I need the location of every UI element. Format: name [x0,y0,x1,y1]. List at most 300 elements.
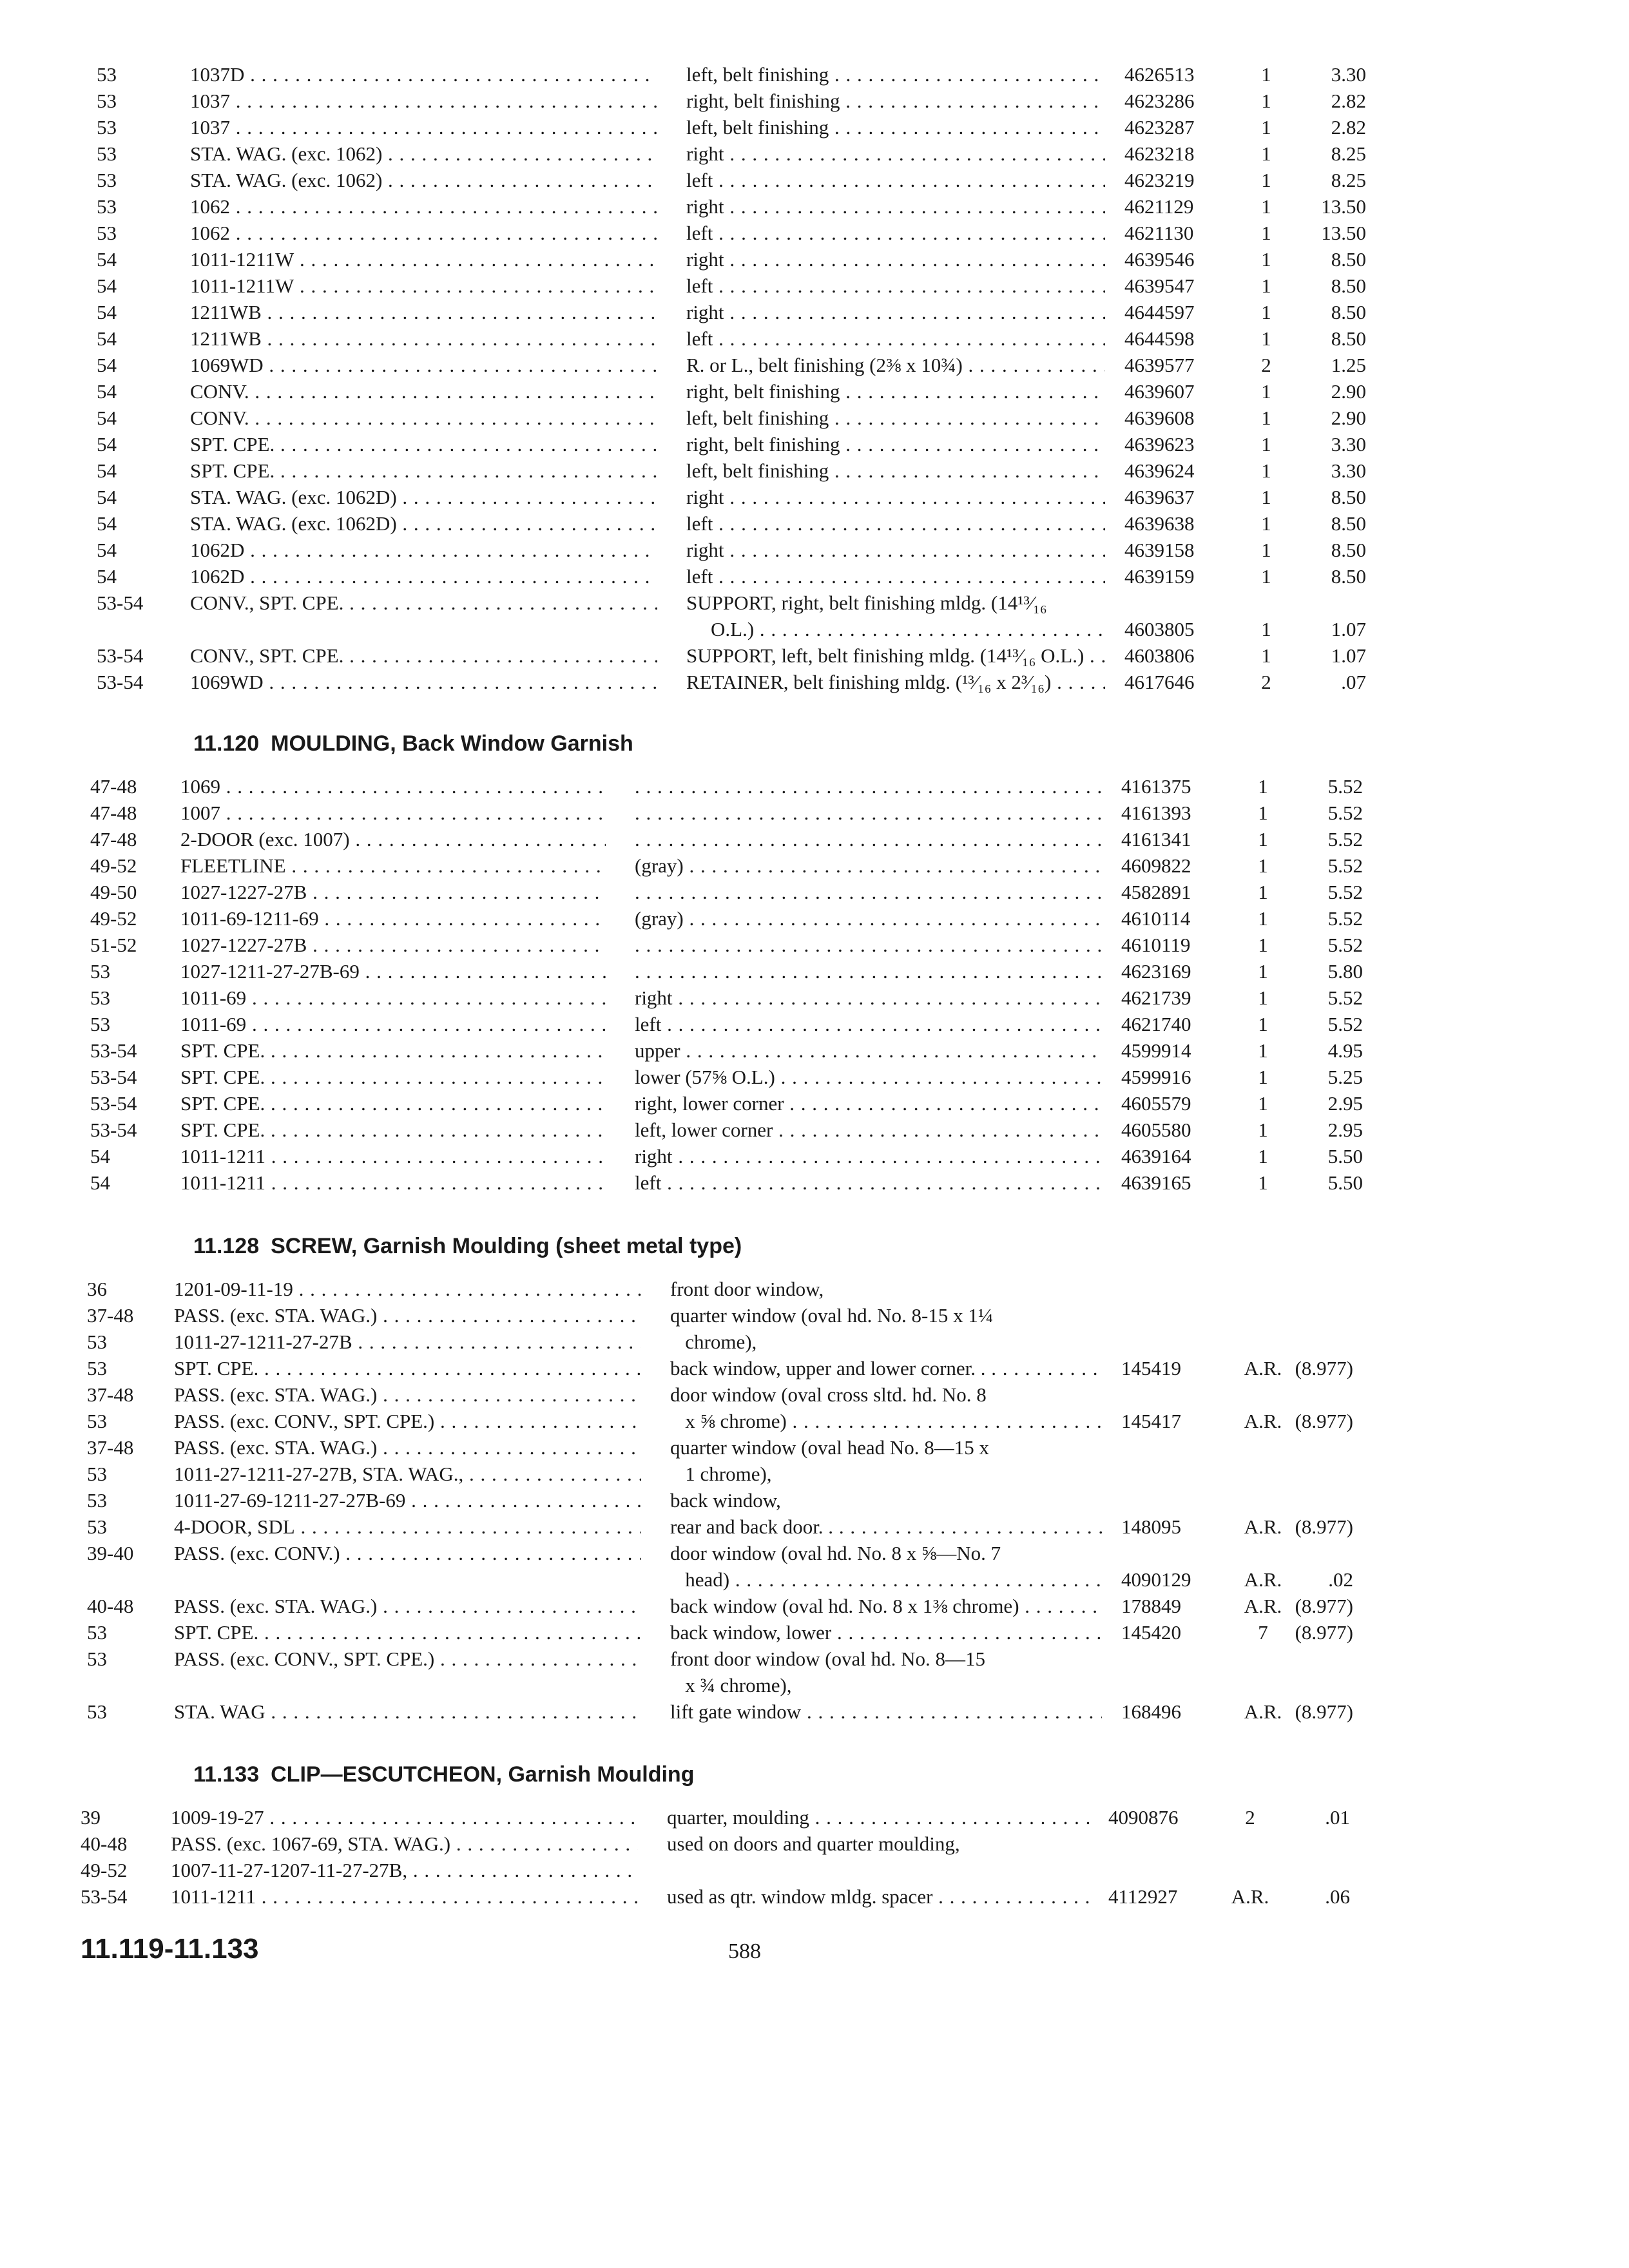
model-text: STA. WAG. (exc. 1062) [190,142,383,165]
price: 2.90 [1331,380,1366,403]
table-row [0,378,1629,405]
description-text: right [686,486,724,508]
table-row [0,537,1629,563]
table-row [0,879,1629,905]
model-year: 40-48 [81,1832,128,1855]
model-year: 53 [87,1410,107,1432]
model-text: 1011-27-1211-27-27B, STA. WAG., [174,1463,464,1485]
part-number: 4161393 [1121,802,1191,824]
model-code [190,669,657,695]
model-year: 39-40 [87,1542,134,1564]
model-year: 54 [97,354,117,376]
model-text: 1211WB [190,327,262,350]
model-code [174,1540,641,1566]
part-number: 4599916 [1121,1066,1191,1088]
model-year: 54 [90,1171,110,1194]
model-code [190,457,657,484]
description-text: rear and back door. . [670,1515,834,1538]
model-year: 54 [97,327,117,350]
table-row [0,563,1629,590]
description-text: back window, upper and lower corner. . [670,1357,986,1379]
part-number: 4610119 [1121,934,1191,956]
model-year: 40-48 [87,1595,134,1617]
table-row [0,1090,1629,1117]
model-text: PASS. (exc. CONV.) [174,1542,340,1564]
model-text: 1211WB [190,301,262,323]
part-description [635,932,1102,958]
part-description [686,114,1105,140]
model-year: 53-54 [97,591,144,614]
page-number: 588 [728,1939,761,1963]
part-description [635,1090,1102,1117]
table-row [0,1037,1629,1064]
table-row [0,1064,1629,1090]
part-number: 4623169 [1121,960,1191,983]
model-code [174,1487,641,1514]
part-number: 4639623 [1124,433,1195,456]
model-text: STA. WAG [174,1700,265,1723]
part-description [635,958,1102,985]
price: 3.30 [1331,63,1366,86]
section-number: 11.120 [193,731,260,756]
model-code [190,325,657,352]
table-row [0,405,1629,431]
price: 3.30 [1331,433,1366,456]
model-year: 53-54 [97,671,144,693]
section-range: 11.119-11.133 [81,1933,259,1965]
price: 2.90 [1331,407,1366,429]
part-description [635,879,1102,905]
description-text: right, belt finishing [686,433,840,456]
model-text: CONV. [190,407,249,429]
model-code [190,61,657,88]
part-description [686,246,1105,273]
model-text: STA. WAG. (exc. 1062D) [190,486,397,508]
model-year: 54 [97,565,117,588]
description-text: right [686,248,724,271]
quantity: A.R. [1244,1410,1282,1432]
part-description [670,1698,1102,1725]
model-year: 37-48 [87,1436,134,1459]
model-text: 2-DOOR (exc. 1007) [180,828,350,850]
part-number: 4639164 [1121,1145,1191,1168]
model-text: PASS. (exc. STA. WAG.) [174,1595,378,1617]
price: 13.50 [1321,195,1366,218]
table-row [0,114,1629,140]
part-number: 4603805 [1124,618,1195,640]
description-text: door window (oval cross sltd. hd. No. 8 [670,1383,987,1406]
model-text: 1069WD [190,354,264,376]
model-year: 53-54 [97,644,144,667]
section-heading [193,731,633,756]
description-text: left, lower corner [635,1119,773,1141]
model-code [174,1408,641,1434]
price: 5.52 [1327,802,1363,824]
part-description [670,1434,1102,1461]
price: (8.977) [1295,1357,1353,1379]
model-text: 1069WD [190,671,264,693]
part-number: 4639159 [1124,565,1195,588]
model-year: 54 [97,380,117,403]
model-text: 1011-1211W [190,248,294,271]
description-text: SUPPORT, left, belt finishing mldg. (14¹³⁄₁₆ O.L.) [686,644,1084,667]
quantity: A.R. [1231,1885,1269,1908]
model-year: 53-54 [90,1119,137,1141]
model-code [190,484,657,510]
price: .02 [1328,1568,1353,1591]
model-code [190,510,657,537]
price: 8.50 [1331,565,1366,588]
price: 8.50 [1331,539,1366,561]
model-text: 1011-1211 [171,1885,256,1908]
part-number: 4626513 [1124,63,1195,86]
description-text: left [686,327,713,350]
price: .06 [1325,1885,1350,1908]
table-row [0,800,1629,826]
price: 1.07 [1331,618,1366,640]
part-number: 145420 [1121,1621,1181,1644]
description-text: SUPPORT, right, belt finishing mldg. (14¹³⁄₁₆ [686,591,1047,614]
quantity: 1 [1258,1013,1268,1035]
model-text: SPT. CPE. [174,1357,259,1379]
model-text: 1027-1227-27B [180,881,307,903]
description-text: 1 chrome), [670,1463,772,1485]
table-row [0,932,1629,958]
model-text: STA. WAG. (exc. 1062) [190,169,383,191]
table-row [0,273,1629,299]
description-text: quarter, moulding [667,1806,809,1829]
model-year: 47-48 [90,775,137,798]
quantity: A.R. [1244,1357,1282,1379]
model-text: 1011-69-1211-69 [180,907,319,930]
quantity: 1 [1258,934,1268,956]
table-row [0,1672,1629,1698]
table-row [0,1408,1629,1434]
quantity: 1 [1261,301,1271,323]
part-number: 4090129 [1121,1568,1191,1591]
table-row [0,1831,1629,1857]
description-text: left [686,169,713,191]
model-code [190,642,657,669]
price: 5.50 [1327,1171,1363,1194]
part-description [686,563,1105,590]
model-year: 53 [97,116,117,139]
model-text: 1037 [190,90,230,112]
quantity: 1 [1261,63,1271,86]
description-text: (gray) [635,854,684,877]
quantity: 2 [1261,354,1271,376]
price: 5.52 [1327,828,1363,850]
quantity: 1 [1258,881,1268,903]
model-code [171,1831,638,1857]
model-code [180,879,606,905]
part-description [670,1461,1102,1487]
table-row [0,1143,1629,1169]
model-text: 1062 [190,222,230,244]
price: 8.50 [1331,274,1366,297]
model-text: 1062 [190,195,230,218]
model-text: SPT. CPE. [190,459,275,482]
description-text: quarter window (oval head No. 8—15 x [670,1436,990,1459]
part-description [635,800,1102,826]
description-text: back window (oval hd. No. 8 x 1⅜ chrome) [670,1595,1019,1617]
price: 1.25 [1331,354,1366,376]
part-description [686,642,1105,669]
part-description [686,325,1105,352]
model-year: 53 [90,960,110,983]
price: 8.50 [1331,327,1366,350]
table-row [0,590,1629,642]
quantity: 2 [1245,1806,1255,1829]
price: 5.25 [1327,1066,1363,1088]
model-year: 49-52 [90,907,137,930]
quantity: 1 [1261,512,1271,535]
price: 8.50 [1331,248,1366,271]
quantity: A.R. [1244,1568,1282,1591]
price: .01 [1325,1806,1350,1829]
part-description [686,140,1105,167]
model-text: PASS. (exc. STA. WAG.) [174,1383,378,1406]
part-description [667,1804,1089,1831]
price: 5.52 [1327,881,1363,903]
table-row [0,1804,1629,1831]
part-description [670,1672,1102,1698]
table-row [0,167,1629,193]
part-description [670,1408,1102,1434]
part-number: 178849 [1121,1595,1181,1617]
section-title: SCREW, Garnish Moulding (sheet metal type) [271,1234,742,1258]
quantity: 1 [1261,222,1271,244]
part-number: 4161375 [1121,775,1191,798]
model-code [174,1514,641,1540]
model-code [180,1143,606,1169]
quantity: 1 [1258,986,1268,1009]
quantity: 1 [1258,854,1268,877]
model-year: 53 [87,1700,107,1723]
part-number: 4112927 [1108,1885,1178,1908]
part-description [686,405,1105,431]
table-row [0,1355,1629,1381]
description-continued-text: O.L.) [711,618,755,640]
model-text: 1011-1211W [190,274,294,297]
description-text: used on doors and quarter moulding, [667,1832,960,1855]
description-text: left, belt finishing [686,407,829,429]
price: 5.52 [1327,907,1363,930]
model-code [180,1117,606,1143]
model-text: PASS. (exc. STA. WAG.) [174,1436,378,1459]
description-text: head) [670,1568,730,1591]
model-text: 1027-1227-27B [180,934,307,956]
description-text: right, belt finishing [686,380,840,403]
description-text: front door window (oval hd. No. 8—15 [670,1648,986,1670]
model-text: 1062D [190,539,245,561]
model-text: 1011-27-69-1211-27-27B-69 [174,1489,406,1512]
part-description [635,773,1102,800]
description-text: back window, [670,1489,781,1512]
quantity: 1 [1261,195,1271,218]
model-text: 1011-69 [180,986,247,1009]
table-row [0,1566,1629,1593]
model-year: 53 [87,1357,107,1379]
table-row [0,826,1629,852]
model-year: 54 [97,248,117,271]
part-number: 4090876 [1108,1806,1179,1829]
part-number: 4623218 [1124,142,1195,165]
part-description [635,826,1102,852]
model-year: 54 [97,539,117,561]
description-text: front door window, [670,1278,824,1300]
model-code [190,299,657,325]
model-year: 54 [90,1145,110,1168]
table-row [0,958,1629,985]
model-text: CONV., SPT. CPE. [190,644,344,667]
model-text: 1009-19-27 [171,1806,264,1829]
part-description [670,1619,1102,1646]
quantity: 1 [1261,169,1271,191]
part-number: 4621739 [1121,986,1191,1009]
part-description [686,537,1105,563]
part-number: 145419 [1121,1357,1181,1379]
model-code [180,852,606,879]
section-title: CLIP—ESCUTCHEON, Garnish Moulding [271,1762,695,1787]
model-code [174,1302,641,1329]
model-code [174,1593,641,1619]
model-text: 1069 [180,775,220,798]
description-text: right [686,142,724,165]
price: 5.52 [1327,1013,1363,1035]
part-description [635,1117,1102,1143]
model-year: 53 [97,142,117,165]
quantity: 1 [1258,775,1268,798]
model-code [180,1011,606,1037]
price: 5.52 [1327,934,1363,956]
price: 3.30 [1331,459,1366,482]
table-row [0,140,1629,167]
part-description [686,590,1105,642]
table-row [0,1302,1629,1329]
part-description [686,299,1105,325]
description-text: RETAINER, belt finishing mldg. (¹³⁄₁₆ x 2³⁄₁₆) [686,671,1052,693]
price: (8.977) [1295,1700,1353,1723]
description-text: right, lower corner [635,1092,784,1115]
description-text: lift gate window [670,1700,802,1723]
price: 5.80 [1327,960,1363,983]
quantity: 1 [1261,433,1271,456]
description-text: left [686,274,713,297]
model-code [190,563,657,590]
part-number: 4639547 [1124,274,1195,297]
model-year: 54 [97,459,117,482]
part-number: 145417 [1121,1410,1181,1432]
quantity: A.R. [1244,1595,1282,1617]
model-text: SPT. CPE. [180,1092,265,1115]
model-year: 53 [87,1621,107,1644]
description-text: left [686,565,713,588]
quantity: 1 [1261,486,1271,508]
model-year: 53 [90,1013,110,1035]
part-number: 4639638 [1124,512,1195,535]
model-year: 53 [87,1515,107,1538]
table-row [0,1011,1629,1037]
model-code [174,1434,641,1461]
table-row [0,352,1629,378]
model-code [174,1698,641,1725]
model-year: 53 [87,1331,107,1353]
model-year: 54 [97,274,117,297]
description-text: R. or L., belt finishing (2⅜ x 10¾) [686,354,963,376]
price: 5.52 [1327,854,1363,877]
model-text: SPT. CPE. [190,433,275,456]
part-description [686,484,1105,510]
price: (8.977) [1295,1621,1353,1644]
quantity: 1 [1261,90,1271,112]
model-text: SPT. CPE. [180,1119,265,1141]
section-title: MOULDING, Back Window Garnish [271,731,633,756]
model-code [190,220,657,246]
part-number: 4599914 [1121,1039,1191,1062]
part-number: 4621129 [1124,195,1194,218]
part-number: 4582891 [1121,881,1191,903]
model-code [190,537,657,563]
table-row [0,1857,1629,1883]
parts-table [0,61,1629,695]
part-description [686,61,1105,88]
part-description [670,1329,1102,1355]
model-year: 53-54 [90,1039,137,1062]
table-row [0,299,1629,325]
description-text: left [635,1171,662,1194]
price: 8.50 [1331,486,1366,508]
table-row [0,325,1629,352]
model-year: 51-52 [90,934,137,956]
model-code [174,1381,641,1408]
model-code [190,352,657,378]
part-number: 168496 [1121,1700,1181,1723]
part-number: 4603806 [1124,644,1195,667]
description-text: back window, lower [670,1621,832,1644]
part-description [667,1883,1089,1910]
table-row [0,905,1629,932]
part-description [686,352,1105,378]
quantity: A.R. [1244,1700,1282,1723]
price: 5.52 [1327,775,1363,798]
part-number: 4610114 [1121,907,1191,930]
quantity: 1 [1258,1092,1268,1115]
model-year: 54 [97,486,117,508]
quantity: 1 [1258,802,1268,824]
description-text: left, belt finishing [686,459,829,482]
part-number: 4639637 [1124,486,1195,508]
price: 8.50 [1331,301,1366,323]
model-year: 53 [97,222,117,244]
part-number: 4644598 [1124,327,1195,350]
model-text: FLEETLINE [180,854,286,877]
table-row [0,669,1629,695]
part-description [686,669,1105,695]
price: 4.95 [1327,1039,1363,1062]
price: 5.50 [1327,1145,1363,1168]
part-description [670,1276,1102,1302]
description-text: lower (57⅝ O.L.) [635,1066,775,1088]
part-number: 4639546 [1124,248,1195,271]
part-description [670,1487,1102,1514]
part-number: 4639577 [1124,354,1195,376]
part-description [670,1593,1102,1619]
table-row [0,773,1629,800]
description-text: chrome), [670,1331,757,1353]
table-row [0,220,1629,246]
table-row [0,1461,1629,1487]
